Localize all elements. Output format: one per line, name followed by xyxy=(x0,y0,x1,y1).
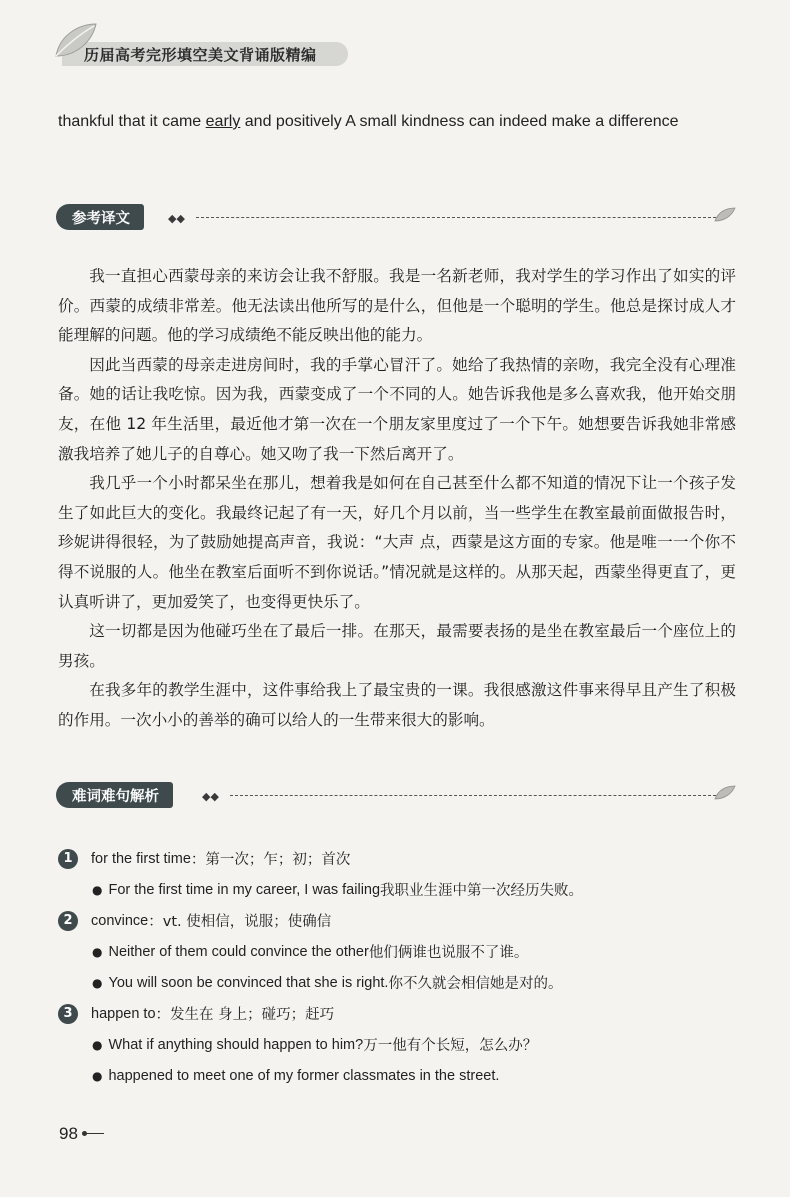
bullet-icon: ● xyxy=(92,944,103,959)
translation-paragraph: 在我多年的教学生涯中，这件事给我上了最宝贵的一课。我很感激这件事来得早且产生了积极的作用。一次小小的善举的确可以给人的一生带来很大的影响。 xyxy=(58,681,736,729)
bullet-icon: ● xyxy=(92,882,103,897)
vocabulary-list xyxy=(58,843,738,1091)
diamond-icon: ◆◆ xyxy=(168,212,185,225)
example-en: What if anything should happen to him? xyxy=(108,1036,364,1053)
vocab-term: convince xyxy=(91,912,149,929)
vocab-term: for the first time xyxy=(91,850,191,867)
translation-body xyxy=(58,262,736,736)
english-text-part2: and positively A small kindness can indeed make a difference xyxy=(240,113,679,130)
vocab-meaning: ：发生在 身上；碰巧；赶巧 xyxy=(155,1007,335,1023)
vocab-entry xyxy=(58,905,738,936)
example-cn: 我职业生涯中第一次经历失败。 xyxy=(380,883,584,899)
translation-paragraph: 我一直担心西蒙母亲的来访会让我不舒服。我是一名新老师，我对学生的学习作出了如实的评价。西蒙的成绩非常差。他无法读出他所写的是什么，但他是一个聪明的学生。他总是探讨成人才能理解的问题。他的学习成绩绝不能反映出他的能力。 xyxy=(58,267,736,345)
leaf-icon xyxy=(714,207,736,223)
number-badge: 1 xyxy=(58,849,78,869)
vocab-meaning: ：vt. 使相信，说服；使确信 xyxy=(148,914,332,930)
dashed-rule xyxy=(196,217,716,218)
example-en: happened to meet one of my former classmates in the street. xyxy=(108,1067,500,1084)
example-cn: 他们俩谁也说服不了谁。 xyxy=(368,945,529,961)
translation-paragraph: 因此当西蒙的母亲走进房间时，我的手掌心冒汗了。她给了我热情的亲吻，我完全没有心理准备。她的话让我吃惊。因为我，西蒙变成了一个不同的人。她告诉我他是多么喜欢我，他开始交朋友，在他 12 年生活里，最近他才第一次在一个朋友家里度过了一个下午。她想要告诉我她非常感激我培养了她儿子的自尊心。她又吻了我一下然后离开了。 xyxy=(58,355,736,463)
bullet-icon: ● xyxy=(92,1068,103,1083)
translation-paragraph: 我几乎一个小时都呆坐在那儿，想着我是如何在自己甚至什么都不知道的情况下让一个孩子发生了如此巨大的变化。我最终记起了有一天，好几个月以前，当一些学生在教室最前面做报告时，珍妮讲得很轻，为了鼓励她提高声音，我说：“大声 点，西蒙是这方面的专家。他是唯一一个你不得不说服的人。他坐在教室后面听不到你说话。”情况就是这样的。从那天起，西蒙坐得更直了，更认真听讲了，更加爱笑了，也变得更快乐了。 xyxy=(58,474,736,611)
page-number: 98 xyxy=(59,1124,78,1143)
translation-section-header xyxy=(56,204,736,230)
translation-heading: 参考译文 xyxy=(56,204,144,230)
vocab-example xyxy=(58,936,738,967)
number-badge: 3 xyxy=(58,1004,78,1024)
number-badge: 2 xyxy=(58,911,78,931)
translation-paragraph: 这一切都是因为他碰巧坐在了最后一排。在那天，最需要表扬的是坐在教室最后一个座位上的男孩。 xyxy=(58,622,736,670)
page-number-rule xyxy=(84,1133,104,1134)
vocab-example xyxy=(58,1060,738,1091)
passage-english-tail xyxy=(58,108,734,136)
vocab-entry xyxy=(58,843,738,874)
vocab-example xyxy=(58,967,738,998)
example-en: You will soon be convinced that she is right. xyxy=(108,974,389,991)
bullet-icon: ● xyxy=(92,1037,103,1052)
vocabulary-heading: 难词难句解析 xyxy=(56,782,173,808)
running-header xyxy=(62,42,348,66)
answer-word: early xyxy=(205,113,241,130)
example-en: For the first time in my career, I was failing xyxy=(108,881,381,898)
example-cn: 你不久就会相信她是对的。 xyxy=(388,976,563,992)
bullet-icon: ● xyxy=(92,975,103,990)
vocab-example xyxy=(58,1029,738,1060)
leaf-icon xyxy=(714,785,736,801)
book-title: 历届高考完形填空美文背诵版精编 xyxy=(84,45,317,64)
vocabulary-section-header xyxy=(56,782,736,808)
vocab-meaning: ：第一次；乍；初；首次 xyxy=(190,852,351,868)
english-text-part1: thankful that it came xyxy=(58,113,206,130)
vocab-example xyxy=(58,874,738,905)
vocab-entry xyxy=(58,998,738,1029)
dashed-rule xyxy=(230,795,716,796)
example-cn: 万一他有个长短，怎么办？ xyxy=(363,1038,538,1054)
leaf-icon xyxy=(52,22,98,62)
vocab-term: happen to xyxy=(91,1005,156,1022)
example-en: Neither of them could convince the other xyxy=(108,943,369,960)
diamond-icon: ◆◆ xyxy=(202,790,219,803)
